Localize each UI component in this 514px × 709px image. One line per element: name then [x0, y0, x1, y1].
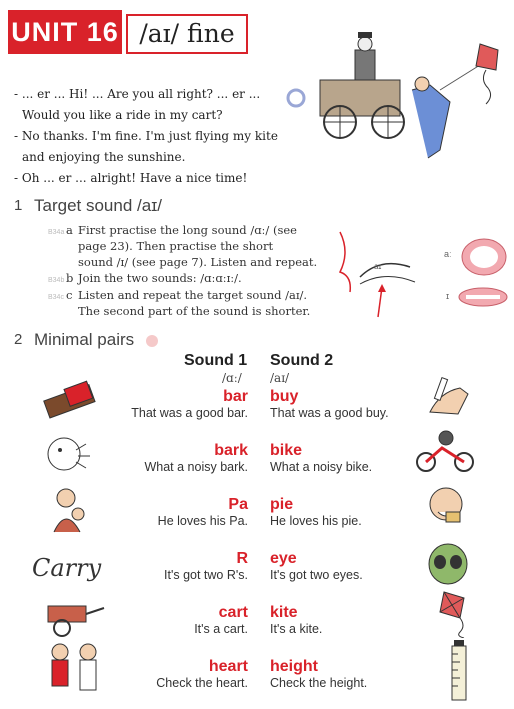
- dialogue-line: - Oh ... er ... alright! Have a nice time!: [14, 171, 248, 185]
- unit-title: /aɪ/ fine: [126, 14, 248, 54]
- father-child-icon: [44, 484, 94, 534]
- instruction-c: B34c c Listen and repeat the target sound /aɪ/. The second part of the sound is shorter.: [48, 288, 311, 318]
- pair-row-4-left: R It's got two R's.: [164, 550, 248, 582]
- instruction-a: B34a a First practise the long sound /ɑː/ (see page 23). Then practise the short sound /ɪ/ (see page 7). Listen and repeat.: [48, 223, 318, 269]
- pair-row-6-right: height Check the height.: [270, 658, 368, 690]
- kite-icon: [430, 588, 480, 638]
- pair-row-5-right: kite It's a kite.: [270, 604, 323, 636]
- buying-hand-icon: [420, 372, 476, 420]
- dialogue-line: - ... er ... Hi! ... Are you all right? ... er ...: [14, 87, 261, 101]
- motorbike-icon: [414, 428, 476, 474]
- section-title: Target sound /aɪ/: [34, 196, 162, 215]
- pair-row-6-left: heart Check the heart.: [156, 658, 248, 690]
- sound2-ipa: /aɪ/: [270, 371, 290, 385]
- pair-row-1-right: buy That was a good buy.: [270, 388, 389, 420]
- sound1-ipa: /ɑː/: [222, 371, 242, 385]
- mouth-label-short: ɪ: [446, 291, 450, 301]
- pair-row-5-left: cart It's a cart.: [194, 604, 248, 636]
- doctor-patient-icon: [40, 640, 110, 696]
- dialogue-line: Would you like a ride in my cart?: [22, 108, 223, 122]
- section-number: 2: [14, 331, 23, 348]
- dialogue: [14, 84, 304, 189]
- dialogue-line: and enjoying the sunshine.: [22, 150, 186, 164]
- pair-row-3-left: Pa He loves his Pa.: [157, 496, 248, 528]
- carry-signature: [28, 548, 118, 588]
- sound2-header: Sound 2: [270, 352, 334, 369]
- cart-kite-illustration: [300, 30, 510, 180]
- instruction-b: B34b b Join the two sounds: /ɑːɑːɪː/.: [48, 270, 328, 286]
- height-chart-icon: [448, 640, 470, 702]
- dialogue-line: - No thanks. I'm fine. I'm just flying my kite: [14, 129, 278, 143]
- cart-icon: [38, 598, 108, 638]
- pair-row-2-right: bike What a noisy bike.: [270, 442, 373, 474]
- barking-dog-icon: [40, 430, 96, 478]
- pair-row-1-left: bar That was a good bar.: [131, 388, 248, 420]
- chocolate-bar-icon: [40, 380, 100, 420]
- section-number: 1: [14, 197, 23, 214]
- pair-row-3-right: pie He loves his pie.: [270, 496, 362, 528]
- audio-track-label: B34b: [48, 277, 65, 284]
- spread-mouth-icon: [458, 286, 508, 308]
- eating-pie-icon: [420, 482, 474, 532]
- alien-eyes-icon: [424, 540, 472, 588]
- svg-text:Carry: Carry: [32, 554, 102, 582]
- sound1-header: Sound 1: [184, 352, 248, 369]
- section-title: Minimal pairs: [34, 330, 135, 349]
- audio-track-label: B34c: [48, 294, 64, 301]
- audio-track-label: B34a: [48, 229, 65, 236]
- pair-row-4-right: eye It's got two eyes.: [270, 550, 363, 582]
- pair-row-2-left: bark What a noisy bark.: [144, 442, 248, 474]
- unit-badge: UNIT 16: [8, 10, 122, 54]
- mouth-label-long: aː: [444, 249, 452, 259]
- mouth-diagram: [330, 222, 430, 322]
- open-mouth-icon: [460, 236, 508, 278]
- diagram-label: aɪ: [374, 262, 382, 271]
- audio-icon: [146, 335, 158, 347]
